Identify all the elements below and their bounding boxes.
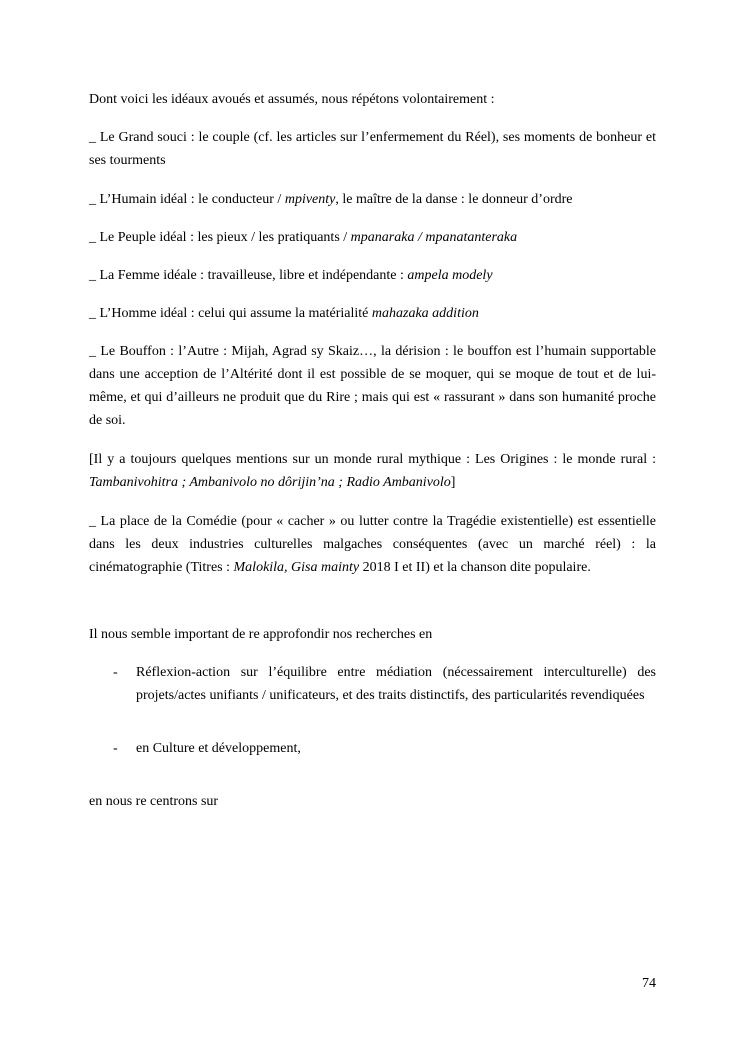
- paragraph-homme-ideal: [89, 302, 656, 325]
- paragraph-rural: [89, 448, 656, 494]
- comedie-suffix: 2018 I et II) et la chanson dite populaire.: [359, 560, 591, 575]
- paragraph-recherches-intro-text: Il nous semble important de re approfondir nos recherches en: [89, 627, 433, 642]
- rural-italic: Tambanivohitra ; Ambanivolo no dôrijin’na ; Radio Ambanivolo: [89, 475, 451, 490]
- humain-ideal-prefix: _ L’Humain idéal : le conducteur /: [89, 192, 285, 207]
- paragraph-grand-souci-text: _ Le Grand souci : le couple (cf. les articles sur l’enfermement du Réel), ses moments de bonheur et ses tourments: [89, 130, 656, 168]
- femme-ideale-prefix: _ La Femme idéale : travailleuse, libre et indépendante :: [89, 268, 408, 283]
- homme-ideal-prefix: _ L’Homme idéal : celui qui assume la matérialité: [89, 306, 372, 321]
- humain-ideal-italic: mpiventy: [284, 192, 336, 207]
- page-number: 74: [642, 976, 656, 991]
- list-item: [89, 737, 656, 760]
- paragraph-peuple-ideal: [89, 226, 656, 249]
- peuple-ideal-italic: mpanaraka / mpanatanteraka: [350, 230, 518, 245]
- paragraph-final-text: en nous re centrons sur: [89, 794, 219, 809]
- list-dash: -: [113, 665, 118, 680]
- femme-ideale-italic: ampela modely: [407, 268, 493, 283]
- rural-prefix: [Il y a toujours quelques mentions sur un monde rural mythique : Les Origines : le monde rural :: [89, 452, 656, 467]
- paragraph-comedie: [89, 510, 656, 579]
- paragraph-intro: [89, 88, 656, 111]
- list-item-text: en Culture et développement,: [136, 741, 301, 756]
- list-item: [89, 661, 656, 707]
- comedie-italic: Malokila, Gisa mainty: [233, 560, 360, 575]
- paragraph-femme-ideale: [89, 264, 656, 287]
- list-item-text: Réflexion-action sur l’équilibre entre médiation (nécessairement interculturelle) des projets/actes unifiants / unificateurs, et des traits distinctifs, des particularités revendiquées: [136, 665, 656, 703]
- list-dash: -: [113, 741, 118, 756]
- paragraph-recherches-intro: [89, 623, 656, 646]
- paragraph-grand-souci: [89, 126, 656, 172]
- comedie-prefix: _ La place de la Comédie (pour « cacher » ou lutter contre la Tragédie existentielle) est essentielle dans les deux industries culturelles malgaches conséquentes (avec un marché réel) : la cinématographie (Titres :: [89, 514, 656, 575]
- page-body: [89, 88, 656, 829]
- paragraph-intro-text: Dont voici les idéaux avoués et assumés, nous répétons volontairement :: [89, 92, 495, 107]
- paragraph-humain-ideal: [89, 188, 656, 211]
- rural-suffix: ]: [450, 475, 456, 490]
- paragraph-final: [89, 790, 656, 813]
- peuple-ideal-prefix: _ Le Peuple idéal : les pieux / les pratiquants /: [89, 230, 351, 245]
- humain-ideal-suffix: , le maître de la danse : le donneur d’ordre: [335, 192, 573, 207]
- paragraph-bouffon: [89, 340, 656, 432]
- homme-ideal-italic: mahazaka addition: [371, 306, 479, 321]
- paragraph-bouffon-text: _ Le Bouffon : l’Autre : Mijah, Agrad sy Skaiz…, la dérision : le bouffon est l’humain supportable dans une acception de l’Altérité dont il est possible de se moquer, qui se moque de tout et de lui-même, et qui d’ailleurs ne produit que du Rire ; mais qui est « rassurant » dans son humanité proche de soi.: [89, 344, 656, 428]
